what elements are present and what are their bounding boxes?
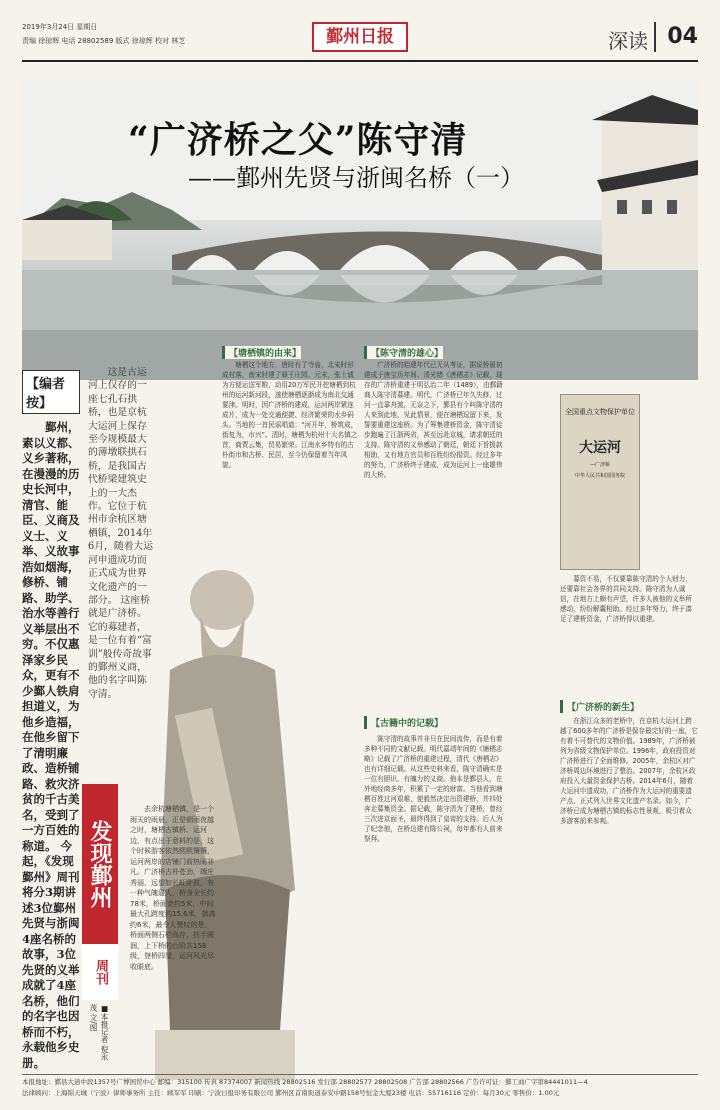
section-text-continued: 募资不易，不仅要靠陈守清的个人财力，还要靠社会各界的共同支持。陈守清为人诚信，在地方上颇有声望，许多人被他的义举所感动，纷纷解囊相助。经过多年努力，终于凑足了建桥资金，广济桥得以重建。: [560, 575, 692, 623]
section-heading-tangqi: 【塘栖镇的由来】: [222, 346, 301, 359]
staff-credits: 责编 徐琼辉 电话 28802589 版式 徐琼辉 校对 林芝: [22, 37, 186, 45]
intro-column: 这是古运河上仅存的一座七孔石拱桥，也是京杭大运河上保存至今规模最大的薄墩联拱石桥，是我国古代桥梁建筑史上的一大杰作。它位于杭州市余杭区塘栖镇，2014年6月，随着大运河申遗成功而正式成为世界文化遗产的一部分。 这座桥就是广济桥。它的募建者，是一位有着“富训”般传奇故事的鄞州义商，他的名字叫陈守清。: [88, 367, 154, 700]
column-brand-sub: 周刊: [82, 944, 118, 1000]
byline: ■本报记者 倪永茂 文/图: [89, 1004, 109, 1061]
footer-line-2: 法律顾问：上海锦天城（宁波）律师事务所 主任：顾军军 印刷：宁波日报印务有限公司 鄞州区首南街道泰安中路158号恒金大厦23楼 电话：55716116 定价：每月30元 零售价：1.00元: [22, 1089, 560, 1097]
section-text-tangqi: 塘栖这个地方，唐时有了寺庙，北宋时形成村落，南宋时建了驿王庄园。元末，张士诚为方便运送军粮，动用20万军民开挖塘栖到杭州的运河新河段，遂使塘栖逐渐成为南北交通要津。明时，因广济桥的建成，运河两岸紧连成片，成为一处交通便捷、经济繁荣的水乡码头。当地的一首民谣唱道：“河开年，桥筑成，街复为，市兴”。清时，塘栖为杭州十大名镇之首，商贾云集，贸易繁荣。江南水乡特有的古朴街市和古桥、民居，至今仍保留着当年风貌。: [222, 361, 358, 469]
editor-note-label: 【编者按】: [22, 370, 80, 414]
section-heading-ambition: 【陈守清的雄心】: [364, 346, 443, 359]
section-text-records: 陈守清的故事并非只在民间流传，而是有着多种不同的文献记载。明代嘉靖年间的《塘栖志略》记载了广济桥的重建过程，清代《唐栖志》也有详细记载。从这些史料来看，陈守清确实是一位有胆识、有魄力的义商。他本是鄞县人，在外地经商多年，积累了一定的财富。当他看到塘栖百姓过河艰难，便毅然决定出资建桥，并四处奔走募集资金。据记载，陈守清为了建桥，曾经三次进京面圣，最终得到了皇帝的支持。后人为了纪念他，在桥边建有陈公祠，每年都有人前来祭拜。: [364, 735, 503, 843]
column-brand-band: 发现鄞州: [82, 784, 118, 944]
section-heading-rebirth: 【广济桥的新生】: [560, 700, 639, 713]
book-cover-sub2: 中华人民共和国国务院: [574, 473, 625, 479]
page-number: 04: [654, 22, 698, 52]
section-text-rebirth: 在浙江众多的老桥中，在京杭大运河上跨越了600多年的广济桥是保存最完好的一座，它有着不可替代的文物价值。1989年，广济桥被列为省级文物保护单位。1996年，政府投资对广济桥进行了全面维修。2005年，余杭区对广济桥周边环境进行了整治。2007年，余杭区政府投入大量资金保护古桥。2014年6月，随着大运河申遗成功，广济桥作为大运河的重要遗产点，正式列入世界文化遗产名录。如今，广济桥已成为塘栖古镇的标志性景观，吸引着众多游客前来参观。: [560, 717, 698, 825]
masthead-logo: 鄞州日报: [312, 22, 408, 52]
headline-subtitle: ——鄞州先贤与浙闽名桥（一）: [188, 164, 524, 192]
section-heading-records: 【古籍中的记载】: [364, 716, 443, 729]
headline-title: “广济桥之父”陈守清: [128, 119, 468, 161]
book-cover-main: 大运河: [579, 440, 621, 456]
book-cover-image: [560, 394, 640, 570]
page-footer: [22, 1074, 698, 1099]
footer-line-1: 本报地址：鄞县大道中段1357号广博国贸中心 邮编：315100 传真 87374007 新闻热线 28802516 发行部 28802577 28802508 广告部 28802566 广告许可证：鄞工商广字第84441011—4: [22, 1078, 588, 1086]
page-header: [22, 22, 698, 58]
section-text-ambition: 广济桥的始建年代已无从考证，据说桥最初建成于唐宝历年间。清光绪《唐栖志》记载，现存的广济桥重建于明弘治二年（1489），由鄞籍商人陈守清募建。明代，广济桥已年久失修，过河一直靠舟渡，无奈之下，鄞县有个叫陈守清的人来到此地，见此情景，便在塘栖逗留下来，发誓要重建这座桥。为了筹集建桥资金，陈守清徒步跑遍了江浙两省，甚至远赴京城，请求朝廷的支持。陈守清的义举感动了朝廷，朝廷下旨拨款相助，又有地方官员和百姓纷纷捐资。经过多年的努力，广济桥终于建成，成为运河上一座雄伟的大桥。: [364, 361, 503, 479]
header-rule: [22, 60, 698, 62]
issue-date: 2019年3月24日 星期日: [22, 23, 98, 31]
book-cover-sub1: —广济桥: [589, 462, 610, 468]
section-name: 深读: [608, 29, 648, 53]
editor-note: [22, 370, 80, 1071]
editor-note-text: 鄞州，素以义都、义乡著称，在漫漫的历史长河中，清官、能臣、义商及义士、义举、义故事浩如烟海，修桥、铺路、助学、治水等善行义举层出不穷。不仅惠泽家乡民众，更有不少鄞人铁肩担道义，为他乡造福，在他乡留下了清明廉政、造桥铺路、救灾济贫的千古美名，受到了一方百姓的称道。 今起，《发现鄞州》周刊将分3期讲述3位鄞州先贤与浙闽4座名桥的故事，3位先贤的义举成就了4座名桥，他们的名字也因桥而不朽，永载他乡史册。: [22, 420, 80, 1070]
intro-column-continued: 去余杭塘栖镇，是一个雨天的雨晨，正是朝雨夜越之时，塘栖古镇桥、运河边，有点出于意料的是，这个时候游客依然熙熙攘攘，运河两岸的店铺门前热闹非凡。广济桥古朴苍劲，端庄秀丽，远望如长虹卧波，有一种气魄逼人，桥身全长约78米，桥面宽约5米，中间最大孔跨度约15.6米，拱高约6米，最令人赞叹的是，桥面两侧石栏尚存，扶手圆润，上下桥的台阶共158级，登桥四望，运河风光尽收眼底。: [130, 805, 216, 971]
book-cover-top: 全国重点文物保护单位: [565, 408, 635, 416]
